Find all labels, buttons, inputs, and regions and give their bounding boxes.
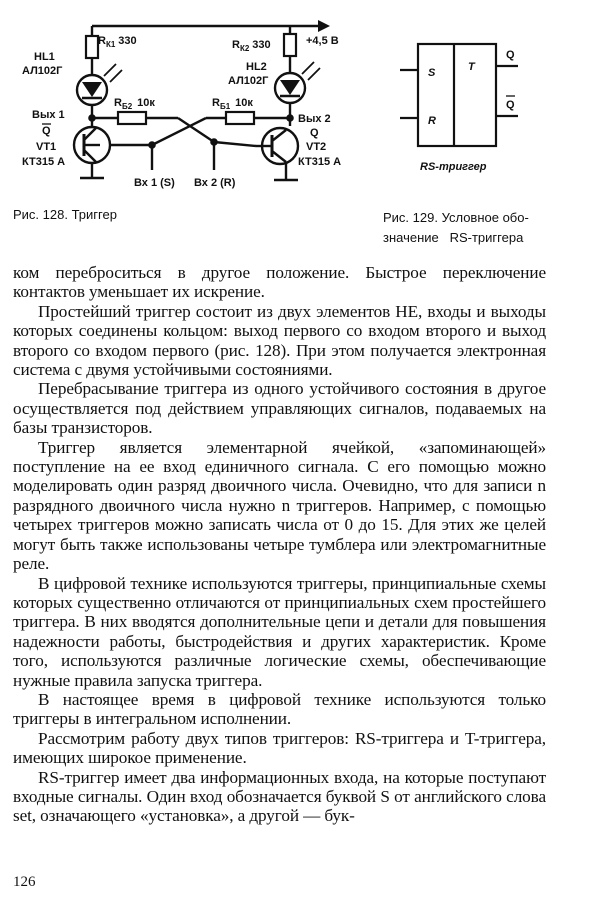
rs-trigger-title: RS-триггер: [420, 161, 487, 173]
figure-129-caption-line2: значение RS-триггера: [383, 230, 524, 245]
rs-trigger-symbol: [400, 44, 518, 146]
paragraph-3: Перебрасывание триггера из одного устойчивого состояния в другое осуществляется под действием управляющих сигналов, подаваемых на базы транзисторов.: [13, 379, 546, 438]
label-s: S: [428, 67, 436, 79]
figure-129-caption: [383, 208, 583, 248]
svg-text:АЛ102Г: [22, 65, 63, 77]
label-vt1: VT1: [36, 141, 57, 153]
svg-text:HL1: [34, 51, 55, 63]
label-rk2-val: 330: [252, 39, 271, 51]
label-rk1: R: [98, 35, 106, 47]
figure-129-caption-line1: Рис. 129. Условное обо-: [383, 210, 529, 225]
paragraph-1: ком переброситься в другое положение. Быстрое переключение контактов уменьшает их искрение.: [13, 263, 546, 302]
body-text: [13, 263, 546, 826]
label-rk2-sub: К2: [239, 44, 250, 53]
label-rb2-sub: Б2: [121, 102, 133, 111]
label-t: T: [468, 61, 475, 73]
label-r: R: [428, 115, 436, 127]
label-rk1-sub: К1: [105, 40, 116, 49]
label-in2: Вх 2 (R): [194, 177, 236, 189]
label-in1: Вх 1 (S): [134, 177, 175, 189]
rs-trigger-labels: [420, 49, 515, 173]
label-rb2-val: 10к: [137, 97, 155, 109]
paragraph-2: Простейший триггер состоит из двух элементов НЕ, входы и выходы которых соединены кольцом: выход первого со входом второго и выход второго со входом первого (рис. 128). При этом получается электронная система с двумя устойчивыми состояниями.: [13, 301, 546, 380]
label-out1-q: Q: [42, 125, 51, 137]
label-q-bar: Q: [506, 99, 515, 111]
label-hl1: HL1: [34, 51, 55, 63]
trigger-circuit-labels: [22, 35, 341, 189]
label-supply: +4,5 В: [306, 35, 339, 47]
svg-text:RБ210к: [114, 97, 155, 111]
paragraph-7: Рассмотрим работу двух типов триггеров: RS-триггера и T-триггера, имеющих широкое применение.: [13, 728, 546, 768]
label-rb1-val: 10к: [235, 97, 253, 109]
label-rk2: R: [232, 39, 240, 51]
figure-area: [0, 0, 592, 262]
label-al102g-left: АЛ102Г: [22, 65, 63, 77]
label-hl2: HL2: [246, 61, 267, 73]
label-al102g-right: АЛ102Г: [228, 75, 269, 87]
paragraph-5: В цифровой технике используются триггеры, принципиальные схемы которых существенно отличаются от принципиальных схем простейшего триггера. В них вводятся дополнительные цепи и детали для повышения надежности работы, быстродействия и других характеристик. Кроме того, используются различные логические схемы, обеспечивающие нужные правила запуска триггера.: [13, 573, 546, 690]
label-rb1: R: [212, 97, 220, 109]
label-rb1-sub: Б1: [219, 102, 231, 111]
label-out2-q: Q: [310, 127, 319, 139]
label-q: Q: [506, 49, 515, 61]
svg-text:RБ110к: [212, 97, 253, 111]
figure-128-caption: Рис. 128. Триггер: [13, 207, 117, 222]
svg-text:RК2330: [232, 39, 271, 53]
paragraph-4: Триггер является элементарной ячейкой, «запоминающей» поступление на ее вход единичного сигнала. С его помощью можно моделировать один разряд двоичного числа. Очевидно, что для записи n разрядного двоичного числа нужно n триггеров. Например, с помощью четырех триггеров можно записать числа от 0 до 15. Для этих же целей могут быть также использованы четыре тумблера или электромагнитные реле.: [13, 437, 546, 574]
label-rb2: R: [114, 97, 122, 109]
label-vt2: VT2: [306, 141, 327, 153]
label-out1: Вых 1: [32, 109, 65, 121]
paragraph-8: RS-триггер имеет два информационных входа, на которые поступают входные сигналы. Один вход обозначается буквой S от английского слова set, означающего «установка», а другой — бук-: [13, 767, 546, 826]
svg-text:RК1330: [98, 35, 137, 49]
supply-arrow-icon: [318, 20, 330, 32]
label-kt315a-left: КТ315 А: [22, 156, 66, 168]
label-kt315a-right: КТ315 А: [298, 156, 342, 168]
paragraph-6: В настоящее время в цифровой технике используются только триггеры в интегральном исполнении.: [13, 689, 546, 729]
label-rk1-val: 330: [118, 35, 137, 47]
label-out2: Вых 2: [298, 113, 331, 125]
page-number: 126: [13, 874, 36, 890]
